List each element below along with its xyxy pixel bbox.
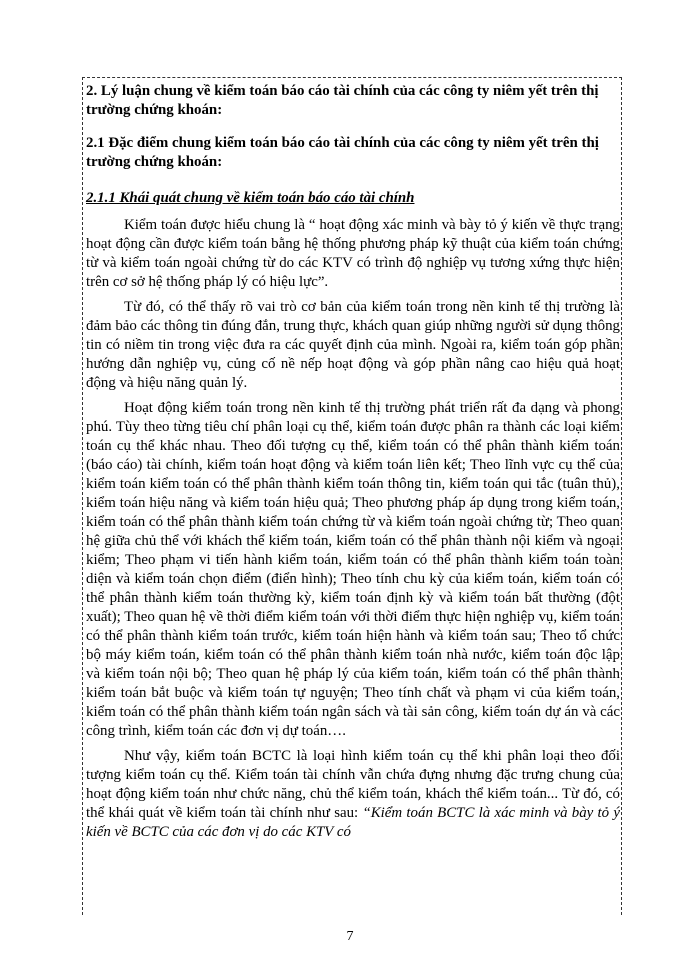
- page-number: 7: [346, 929, 354, 944]
- paragraph-conclusion-text: Như vậy, kiểm toán BCTC là loại hình kiểm toán cụ thể khi phân loại theo đối tượng kiểm toán cụ thể. Kiểm toán tài chính vẫn chứa đựng nhưng đặc trưng chung của hoạt động kiểm toán như chức năng, chủ thể kiểm toán, khách thể kiểm toán... Từ đó, có thể khái quát về kiểm toán tài chính như sau:: [86, 748, 620, 821]
- document-body: [86, 82, 620, 842]
- paragraph-definition: Kiểm toán được hiểu chung là “ hoạt động xác minh và bày tỏ ý kiến về thực trạng hoạt động cần được kiểm toán bằng hệ thống phương pháp kỹ thuật của kiểm toán chứng từ và kiểm toán ngoài chứng từ do các KTV có trình độ nghiệp vụ tương xứng thực hiện trên cơ sở hệ thống pháp lý có hiệu lực”.: [86, 217, 620, 290]
- paragraph-conclusion: [86, 747, 620, 842]
- section-heading-2-1: 2.1 Đặc điểm chung kiểm toán báo cáo tài chính của các công ty niêm yết trên thị trường chứng khoán:: [86, 135, 599, 170]
- section-heading-2-1-1: 2.1.1 Khái quát chung về kiểm toán báo cáo tài chính: [86, 190, 415, 206]
- paragraph-classification: Hoạt động kiểm toán trong nền kinh tế thị trường phát triển rất đa dạng và phong phú. Tùy theo từng tiêu chí phân loại cụ thể, kiểm toán được phân ra thành các loại kiểm toán cụ thể khác nhau. Theo đối tượng cụ thể, kiểm toán có thể phân thành kiểm toán (báo cáo) tài chính, kiểm toán hoạt động và kiểm toán liên kết; Theo lĩnh vực cụ thể của kiểm toán kiểm toán có thể phân thành kiểm toán thông tin, kiểm toán qui tắc (tuân thủ), kiểm toán hiệu năng và kiểm toán hiệu quả; Theo phương pháp áp dụng trong kiểm toán, kiểm toán có thể phân thành kiểm toán chứng từ và kiểm toán ngoài chứng từ; Theo quan hệ giữa chủ thể với khách thể kiểm toán, kiểm toán có thể phân thành nội kiểm và ngoại kiểm; Theo phạm vi tiến hành kiểm toán, kiểm toán có thể phân thành kiểm toán toàn diện và kiểm toán chọn điểm (điển hình); Theo tính chu kỳ của kiểm toán, kiểm toán có thể phân thành kiểm toán thường kỳ, kiểm toán định kỳ và kiểm toán bất thường (đột xuất); Theo quan hệ về thời điểm kiểm toán với thời điểm thực hiện nghiệp vụ, kiểm toán có thể phân thành kiểm toán trước, kiểm toán hiện hành và kiểm toán sau; Theo tổ chức bộ máy kiểm toán, kiểm toán có thể phân thành kiểm toán nhà nước, kiểm toán độc lập và kiểm toán nội bộ; Theo quan hệ pháp lý của kiểm toán, kiểm toán có thể phân thành kiểm toán bắt buộc và kiểm toán tự nguyện; Theo tính chất và phạm vi của kiểm toán, kiểm toán có thể phân thành kiểm toán ngân sách và tài sản công, kiểm toán dự án và các công trình, kiểm toán các đơn vị dự toán….: [86, 400, 620, 739]
- section-heading-2: 2. Lý luận chung về kiểm toán báo cáo tài chính của các công ty niêm yết trên thị trường chứng khoán:: [86, 83, 599, 118]
- paragraph-role: Từ đó, có thể thấy rõ vai trò cơ bản của kiểm toán trong nền kinh tế thị trường là đảm bảo các thông tin đúng đắn, trung thực, khách quan giúp những người sử dụng thông tin có niềm tin trong việc đưa ra các quyết định của mình. Ngoài ra, kiểm toán góp phần hướng dẫn nghiệp vụ, củng cố nề nếp hoạt động và góp phần nâng cao hiệu quả hoạt động và hiệu năng quản lý.: [86, 299, 620, 391]
- paragraph-conclusion-quote: “Kiểm toán BCTC là xác minh và bày tỏ ý kiến về BCTC của các đơn vị do các KTV có: [86, 805, 620, 840]
